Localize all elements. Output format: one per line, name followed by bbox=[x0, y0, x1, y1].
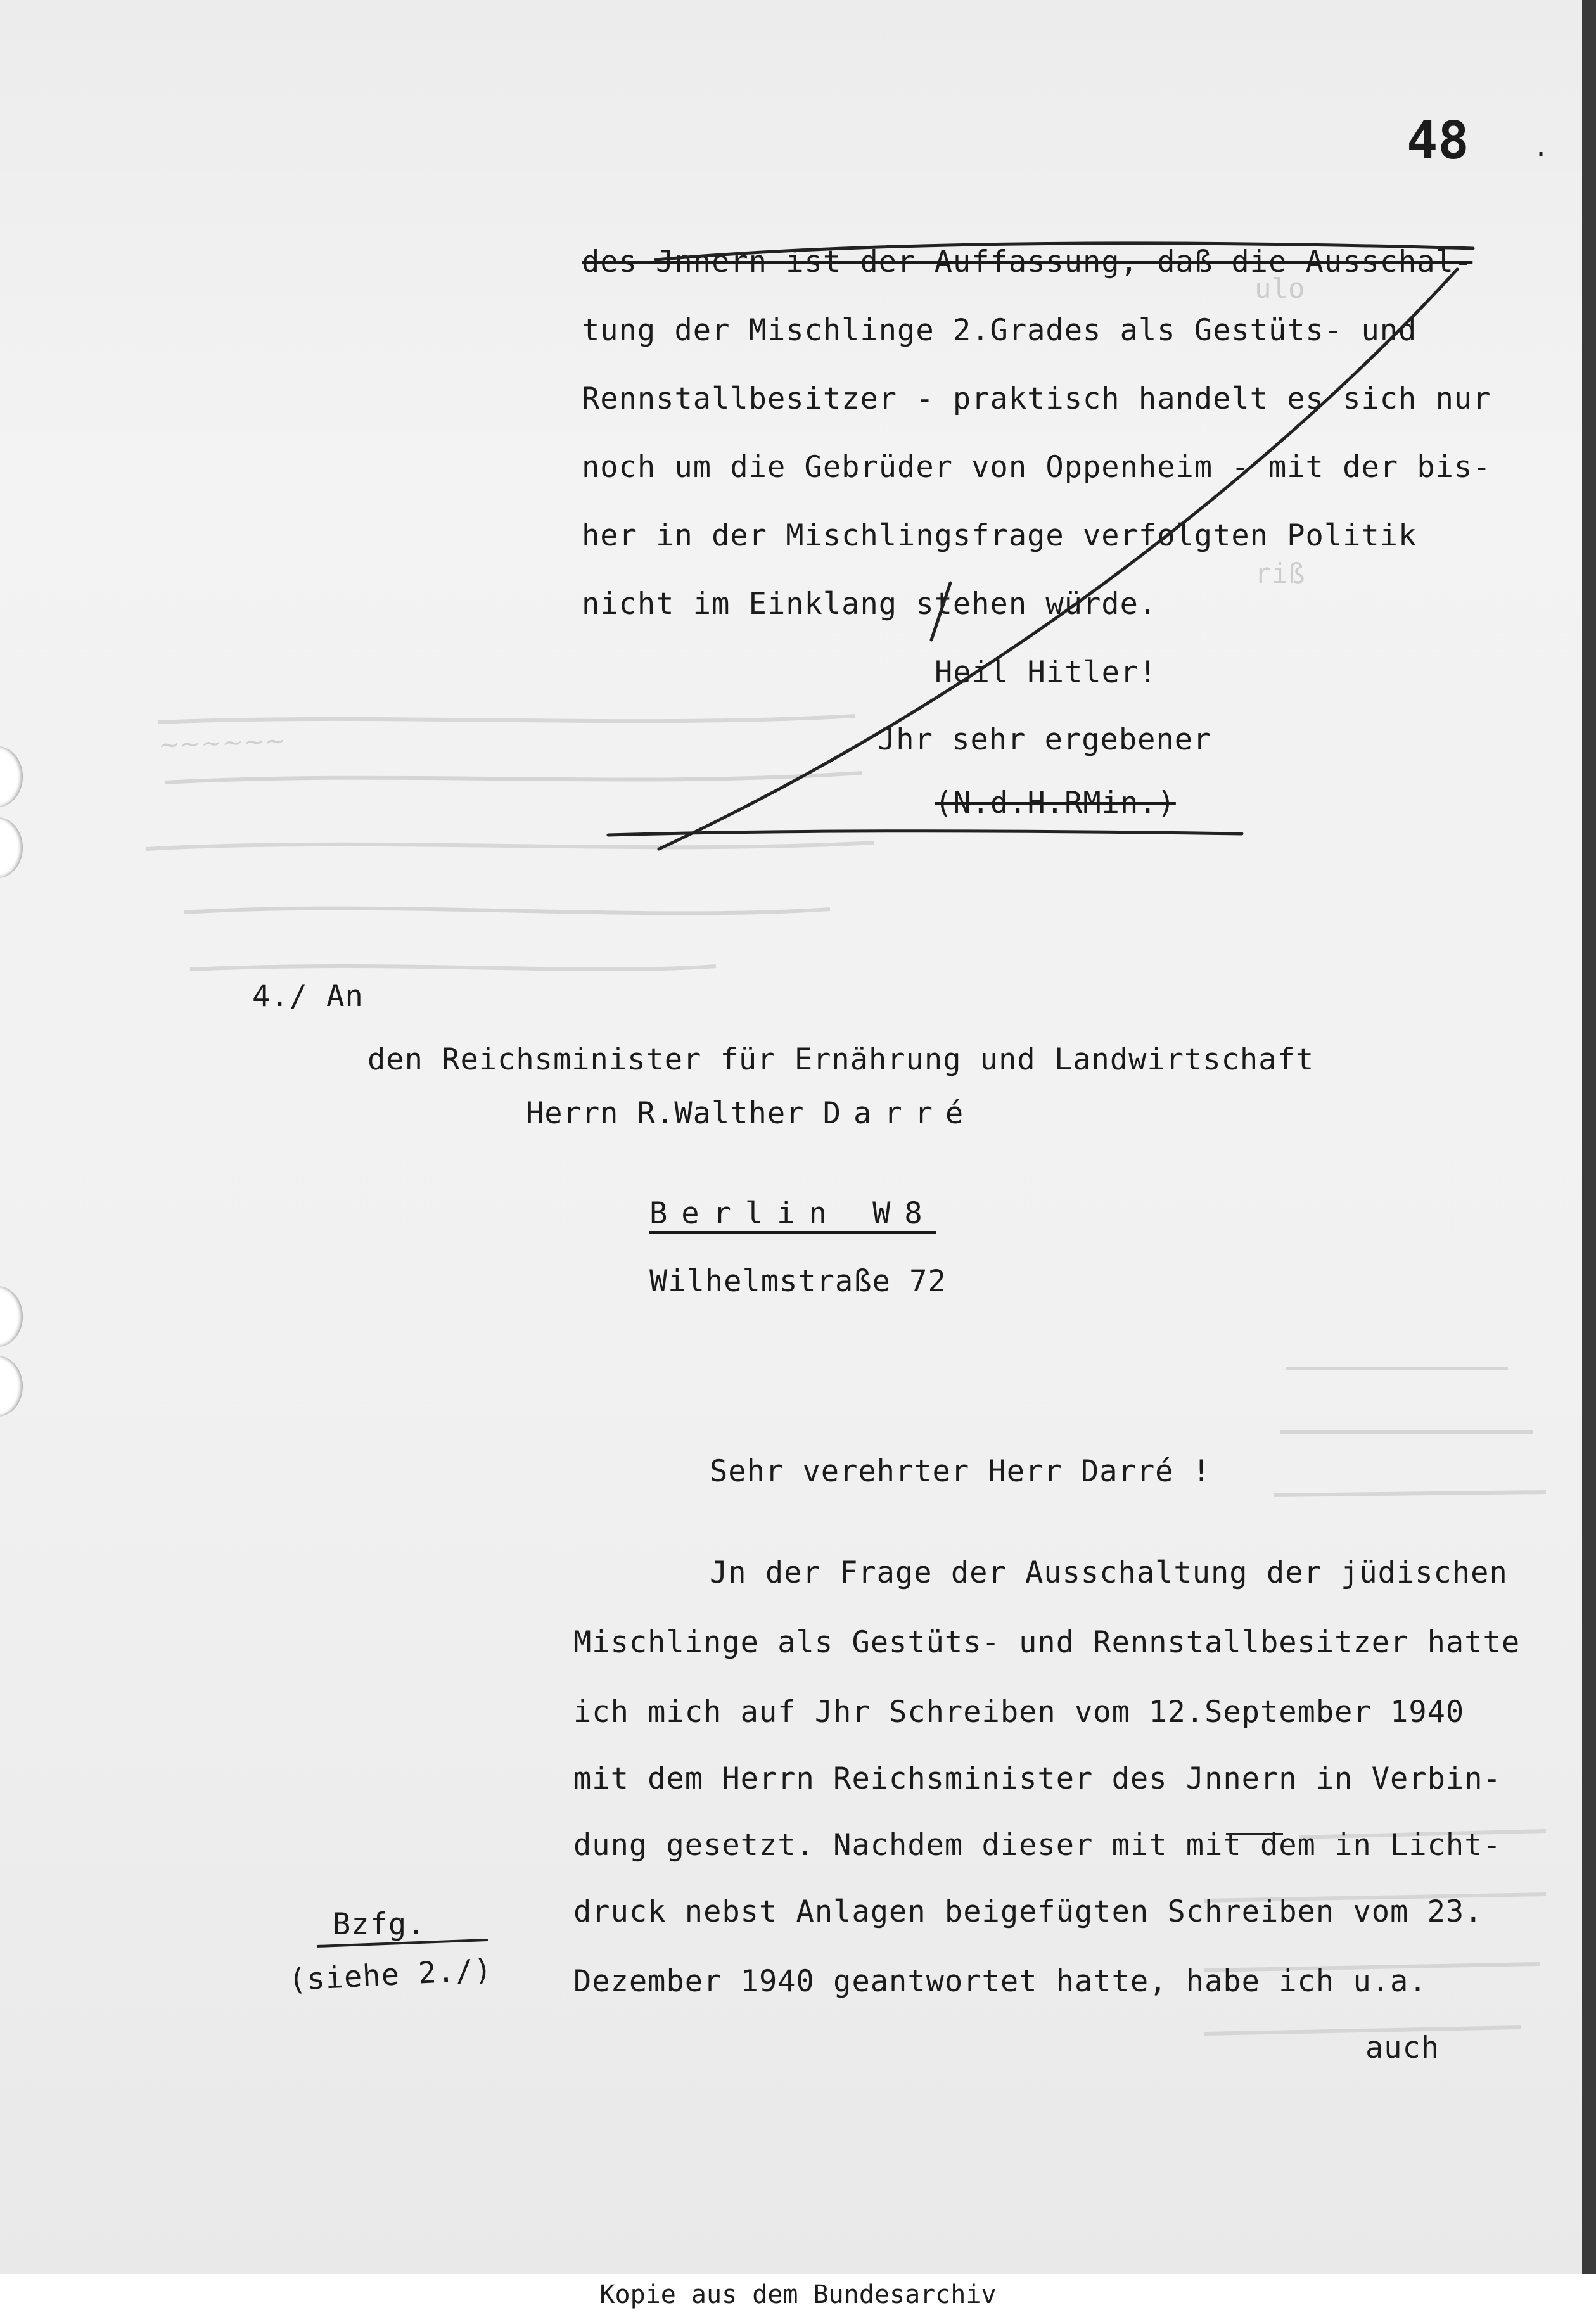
letter-line-6: druck nebst Anlagen beigefügten Schreiben vom 23. bbox=[573, 1894, 1483, 1929]
bleed-fragment: riß bbox=[1254, 558, 1305, 590]
body-line-1: des Jnnern ist der Auffassung, daß die Ausschal- bbox=[582, 245, 1473, 279]
letter-line-2: Mischlinge als Gestüts- und Rennstallbesitzer hatte bbox=[573, 1625, 1521, 1660]
recipient-line-1: den Reichsminister für Ernährung und Landwirtschaft bbox=[367, 1042, 1315, 1077]
address-city: Berlin W8 bbox=[649, 1196, 936, 1231]
body-line-2: tung der Mischlinge 2.Grades als Gestüts- und bbox=[582, 313, 1417, 348]
margin-note-see: (siehe 2./) bbox=[287, 1952, 494, 1998]
letter-line-7: Dezember 1940 geantwortet hatte, habe ich u.a. bbox=[573, 1964, 1427, 1999]
bleed-fragment: ~~~~~~ bbox=[158, 726, 286, 760]
body-line-5: her in der Mischlingsfrage verfolgten Politik bbox=[582, 518, 1417, 553]
archive-footer: Kopie aus dem Bundesarchiv bbox=[0, 2274, 1596, 2315]
letter-line-5: dung gesetzt. Nachdem dieser mit mit dem in Licht- bbox=[573, 1828, 1502, 1863]
page-number: 48 bbox=[1407, 111, 1469, 171]
body-line-6: nicht im Einklang stehen würde. bbox=[582, 587, 1158, 622]
letter-line-4: mit dem Herrn Reichsminister des Jnnern in Verbin- bbox=[573, 1761, 1502, 1796]
salutation: Sehr verehrter Herr Darré ! bbox=[710, 1454, 1211, 1489]
speck: . bbox=[1533, 133, 1549, 162]
address-street: Wilhelmstraße 72 bbox=[649, 1264, 947, 1299]
margin-note-ref: Bzfg. bbox=[333, 1907, 426, 1942]
greeting: Heil Hitler! bbox=[935, 655, 1158, 690]
letter-line-3: ich mich auf Jhr Schreiben vom 12.September 1940 bbox=[573, 1695, 1465, 1730]
recipient-line-2: Herrn R.Walther Darré bbox=[526, 1096, 976, 1131]
body-line-3: Rennstallbesitzer - praktisch handelt es sich nur bbox=[582, 381, 1491, 416]
bleed-fragment: ulo bbox=[1254, 272, 1305, 305]
closing: Jhr sehr ergebener bbox=[878, 722, 1212, 757]
continuation-word: auch bbox=[1365, 2031, 1440, 2065]
address-number-label: 4./ An bbox=[252, 979, 364, 1014]
signature-block: (N.d.H.RMin.) bbox=[935, 786, 1176, 820]
letter-line-1: Jn der Frage der Ausschaltung der jüdischen bbox=[710, 1555, 1508, 1590]
body-line-4: noch um die Gebrüder von Oppenheim - mit der bis- bbox=[582, 450, 1491, 485]
